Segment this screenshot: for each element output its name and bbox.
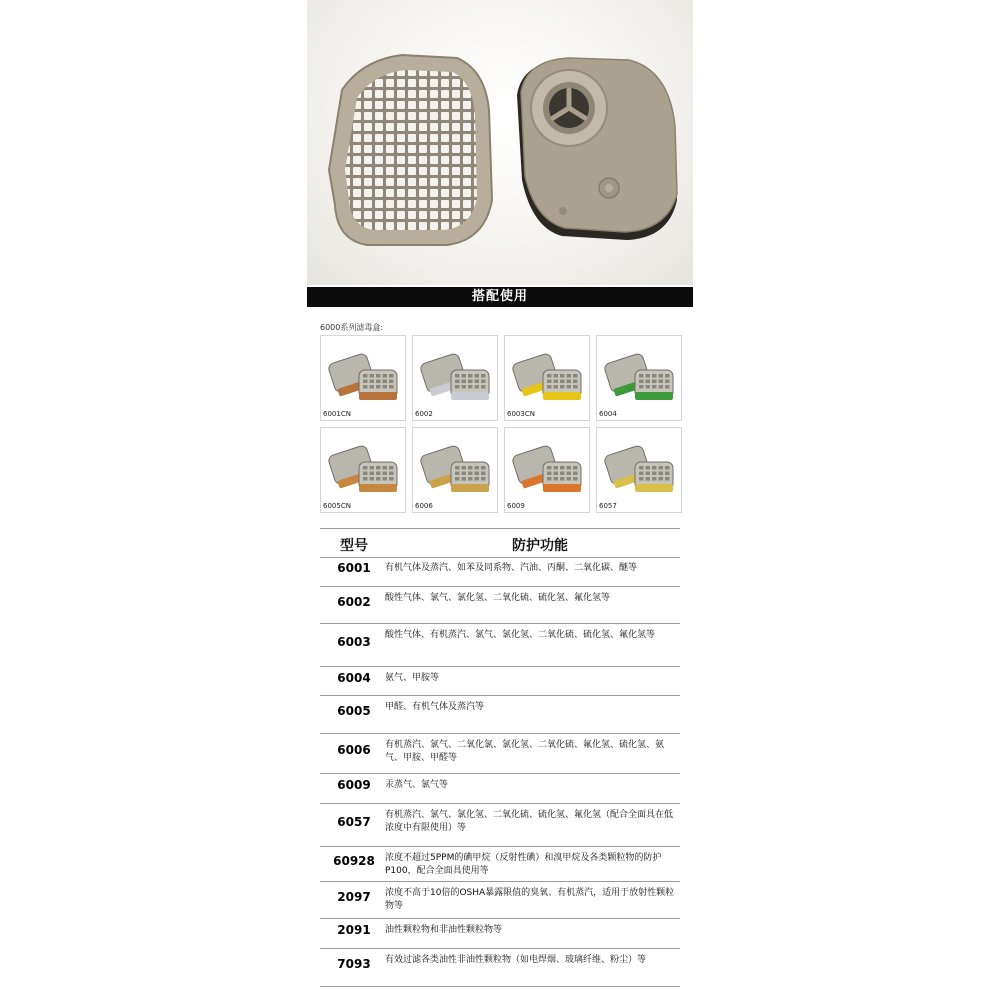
function-cell: 甲醛、有机气体及蒸汽等: [385, 702, 485, 712]
gallery-title: 6000系列滤毒盒:: [320, 323, 384, 332]
cartridge-thumb-6002: [412, 335, 498, 421]
table-row: [320, 773, 680, 804]
table-row: [320, 803, 680, 847]
function-cell: 油性颗粒物和非油性颗粒物等: [385, 925, 503, 935]
model-cell: 6004: [337, 670, 371, 685]
table-row: [320, 623, 680, 667]
cartridge-code-label: 6006: [415, 502, 433, 510]
cartridge-pair-icon: [321, 336, 406, 421]
function-cell: 有机气体及蒸汽、如苯及同系物、汽油、丙酮、二氧化碳、醚等: [385, 563, 638, 573]
cartridge-pair-icon: [505, 336, 590, 421]
table-row: [320, 586, 680, 624]
section-header-bar: 搭配使用: [307, 287, 693, 307]
cartridge-grille-side: [329, 55, 492, 245]
table-row: [320, 881, 680, 919]
cartridge-outlet-side: [517, 58, 677, 240]
function-cell: 有机蒸汽、氯气、氯化氢、二氧化硫、硫化氢、氟化氢（配合全面具在低浓度中有限使用）等: [385, 810, 674, 833]
cartridge-code-label: 6009: [507, 502, 525, 510]
cartridge-code-label: 6004: [599, 410, 617, 418]
function-cell: 汞蒸气、氯气等: [385, 780, 449, 790]
cartridge-pair-icon: [321, 428, 406, 513]
cartridge-pair-icon: [597, 336, 682, 421]
table-row: [320, 733, 680, 774]
table-row: [320, 846, 680, 882]
function-cell: 氨气、甲胺等: [385, 673, 440, 683]
model-cell: 6006: [337, 743, 371, 757]
table-row: [320, 695, 680, 734]
model-cell: 6005: [337, 704, 371, 718]
function-cell: 有效过滤各类油性非油性颗粒物（如电焊烟、玻璃纤维、粉尘）等: [385, 955, 647, 965]
function-cell: 有机蒸汽、氯气、二氧化氯、氯化氢、二氧化硫、氟化氢、硫化氢、氨气、甲胺、甲醛等: [385, 740, 665, 763]
model-cell: 60928: [333, 853, 375, 868]
cartridge-pair-icon: [413, 336, 498, 421]
cartridge-thumb-6006: [412, 427, 498, 513]
model-cell: 6009: [337, 778, 371, 792]
cartridge-thumb-6001cn: [320, 335, 406, 421]
cartridge-pair-icon: [597, 428, 682, 513]
cartridge-thumb-6005cn: [320, 427, 406, 513]
cartridge-code-label: 6003CN: [507, 410, 535, 418]
model-cell: 6003: [337, 634, 371, 649]
model-cell: 7093: [337, 957, 371, 971]
function-cell: 浓度不高于10倍的OSHA暴露限值的臭氧、有机蒸汽，适用于放射性颗粒物等: [385, 888, 675, 911]
header-function: 防护功能: [512, 538, 568, 554]
model-cell: 6001: [337, 561, 371, 575]
cartridge-pair-icon: [413, 428, 498, 513]
cartridge-pair-illustration: [307, 0, 693, 285]
cartridge-thumb-6057: [596, 427, 682, 513]
table-row: [320, 918, 680, 949]
cartridge-code-label: 6057: [599, 502, 617, 510]
cartridge-code-label: 6001CN: [323, 410, 351, 418]
model-cell: 2097: [337, 889, 371, 904]
model-cell: 6057: [337, 814, 371, 829]
cartridge-thumb-6009: [504, 427, 590, 513]
model-cell: 2091: [337, 923, 371, 937]
header-model: 型号: [340, 538, 368, 554]
cartridge-pair-icon: [505, 428, 590, 513]
model-cell: 6002: [337, 594, 371, 609]
cartridge-thumb-6004: [596, 335, 682, 421]
cartridge-thumb-6003cn: [504, 335, 590, 421]
cartridge-code-label: 6002: [415, 410, 433, 418]
function-cell: 浓度不超过5PPM的碘甲烷（反射性碘）和溴甲烷及各类颗粒物的防护P100，配合全面具使用等: [385, 853, 662, 876]
table-row: [320, 666, 680, 696]
table-header-row: [320, 528, 680, 558]
product-photo: [307, 0, 693, 285]
cartridge-code-label: 6005CN: [323, 502, 351, 510]
function-cell: 酸性气体、有机蒸汽、氯气、氯化氢、二氧化硫、硫化氢、氟化氢等: [385, 630, 656, 640]
function-cell: 酸性气体、氯气、氯化氢、二氧化硫、硫化氢、氟化氢等: [385, 593, 611, 603]
table-row: [320, 948, 680, 987]
table-row: [320, 556, 680, 587]
